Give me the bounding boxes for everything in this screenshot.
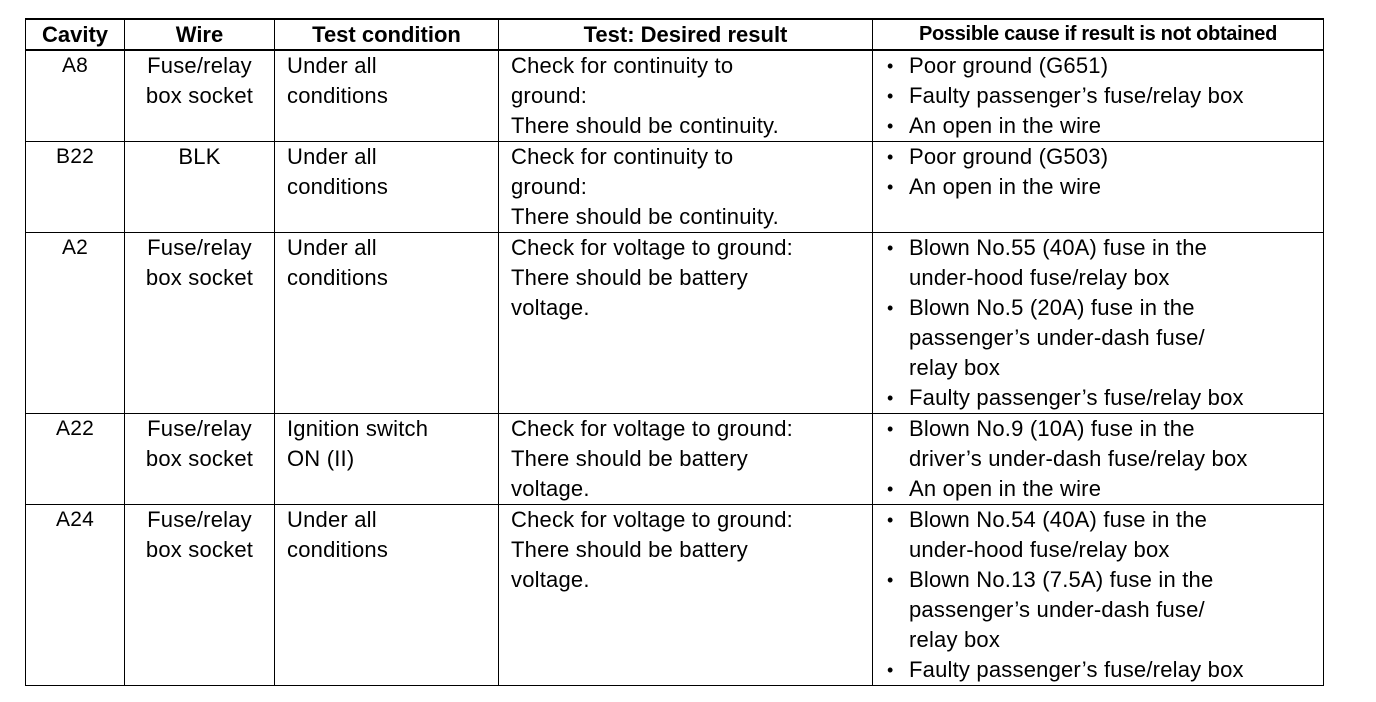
cause-item (885, 414, 1317, 474)
cause-text: • Blown No.9 (10A) fuse in the (909, 416, 1195, 441)
table-row (26, 233, 1324, 414)
troubleshooting-table (25, 18, 1324, 686)
cause-item (885, 655, 1317, 685)
cavity-id: A2 (61, 236, 89, 259)
cause-list (885, 414, 1317, 504)
cause-text: • An open in the wire (909, 113, 1102, 138)
header-row (26, 19, 1324, 50)
desired-result-text: voltage. (511, 295, 590, 320)
cause-list (885, 142, 1317, 202)
desired-result-text: Check for continuity to (511, 53, 734, 78)
cause-item (885, 565, 1317, 655)
cavity-cell (26, 414, 125, 505)
cause-text: • Blown No.54 (40A) fuse in the (909, 507, 1208, 532)
cause-item (885, 383, 1317, 413)
wire-cell (125, 505, 275, 686)
test-condition-text: ON (II) (287, 446, 355, 471)
wire-cell (125, 414, 275, 505)
desired-result-cell (499, 414, 873, 505)
cause-text: • Blown No.5 (20A) fuse in the (909, 295, 1195, 320)
cavity-cell (26, 50, 125, 142)
table-row (26, 414, 1324, 505)
cavity-cell (26, 142, 125, 233)
table-row (26, 505, 1324, 686)
cause-text: under-hood fuse/relay box (909, 265, 1170, 290)
header-wire: Wire (125, 19, 275, 50)
cause-item (885, 81, 1317, 111)
desired-result-text: ground: (511, 83, 588, 108)
wire-text: Fuse/relay (147, 507, 252, 532)
desired-result-cell (499, 142, 873, 233)
table-header (26, 19, 1324, 50)
possible-cause-cell (873, 505, 1324, 686)
cause-text: driver’s under-dash fuse/relay box (909, 446, 1248, 471)
cause-item (885, 111, 1317, 141)
cavity-id: B22 (56, 145, 94, 168)
wire-cell (125, 50, 275, 142)
header-test-condition: Test condition (275, 19, 499, 50)
cause-text: • Faulty passenger’s fuse/relay box (909, 657, 1244, 682)
test-condition-cell (275, 414, 499, 505)
cause-item (885, 505, 1317, 565)
cause-item (885, 293, 1317, 383)
wire-text: box socket (145, 537, 254, 562)
cause-text: • An open in the wire (909, 174, 1102, 199)
test-condition-text: conditions (287, 174, 389, 199)
cause-text: • Faulty passenger’s fuse/relay box (909, 83, 1244, 108)
cause-text: under-hood fuse/relay box (909, 537, 1170, 562)
cause-text: • An open in the wire (909, 476, 1102, 501)
test-condition-text: conditions (287, 83, 389, 108)
cavity-cell (26, 233, 125, 414)
desired-result-text: Check for voltage to ground: (511, 235, 793, 260)
cause-item (885, 172, 1317, 202)
wire-text: box socket (145, 446, 254, 471)
table-row (26, 50, 1324, 142)
header-desired-result: Test: Desired result (499, 19, 873, 50)
cause-list (885, 233, 1317, 413)
desired-result-text: There should be battery (511, 446, 748, 471)
possible-cause-cell (873, 233, 1324, 414)
desired-result-text: ground: (511, 174, 588, 199)
desired-result-cell (499, 505, 873, 686)
test-condition-text: Under all (287, 53, 377, 78)
desired-result-cell (499, 50, 873, 142)
desired-result-cell (499, 233, 873, 414)
cavity-id: A24 (56, 508, 94, 531)
test-condition-cell (275, 505, 499, 686)
cause-item (885, 51, 1317, 81)
desired-result-text: There should be battery (511, 537, 748, 562)
table-row (26, 142, 1324, 233)
possible-cause-cell (873, 414, 1324, 505)
desired-result-text: There should be battery (511, 265, 748, 290)
cause-item (885, 474, 1317, 504)
test-condition-text: Under all (287, 235, 377, 260)
wire-text: Fuse/relay (147, 235, 252, 260)
test-condition-text: conditions (287, 537, 389, 562)
cause-text: relay box (909, 355, 1001, 380)
cause-item (885, 142, 1317, 172)
cause-text: • Poor ground (G503) (909, 144, 1109, 169)
header-cavity: Cavity (26, 19, 125, 50)
test-condition-text: Ignition switch (287, 416, 429, 441)
table-body (26, 50, 1324, 686)
wire-text: box socket (145, 83, 254, 108)
possible-cause-cell (873, 142, 1324, 233)
test-condition-cell (275, 142, 499, 233)
cause-text: passenger’s under-dash fuse/ (909, 325, 1205, 350)
desired-result-text: There should be continuity. (511, 113, 779, 138)
cause-text: • Blown No.55 (40A) fuse in the (909, 235, 1208, 260)
cavity-id: A22 (56, 417, 94, 440)
cavity-id: A8 (61, 54, 89, 77)
cause-text: passenger’s under-dash fuse/ (909, 597, 1205, 622)
test-condition-cell (275, 233, 499, 414)
test-condition-text: Under all (287, 144, 377, 169)
desired-result-text: voltage. (511, 567, 590, 592)
desired-result-text: Check for continuity to (511, 144, 734, 169)
wire-text: Fuse/relay (147, 416, 252, 441)
cause-text: • Faulty passenger’s fuse/relay box (909, 385, 1244, 410)
cause-item (885, 233, 1317, 293)
cause-text: relay box (909, 627, 1001, 652)
test-condition-cell (275, 50, 499, 142)
cause-text: • Poor ground (G651) (909, 53, 1109, 78)
desired-result-text: There should be continuity. (511, 204, 779, 229)
test-condition-text: conditions (287, 265, 389, 290)
wire-text: BLK (178, 144, 221, 169)
cavity-cell (26, 505, 125, 686)
possible-cause-cell (873, 50, 1324, 142)
wire-cell (125, 142, 275, 233)
wire-cell (125, 233, 275, 414)
desired-result-text: Check for voltage to ground: (511, 416, 793, 441)
wire-text: box socket (145, 265, 254, 290)
header-possible-cause: Possible cause if result is not obtained (873, 19, 1324, 50)
desired-result-text: Check for voltage to ground: (511, 507, 793, 532)
cause-list (885, 505, 1317, 685)
wire-text: Fuse/relay (147, 53, 252, 78)
cause-text: • Blown No.13 (7.5A) fuse in the (909, 567, 1214, 592)
desired-result-text: voltage. (511, 476, 590, 501)
test-condition-text: Under all (287, 507, 377, 532)
cause-list (885, 51, 1317, 141)
